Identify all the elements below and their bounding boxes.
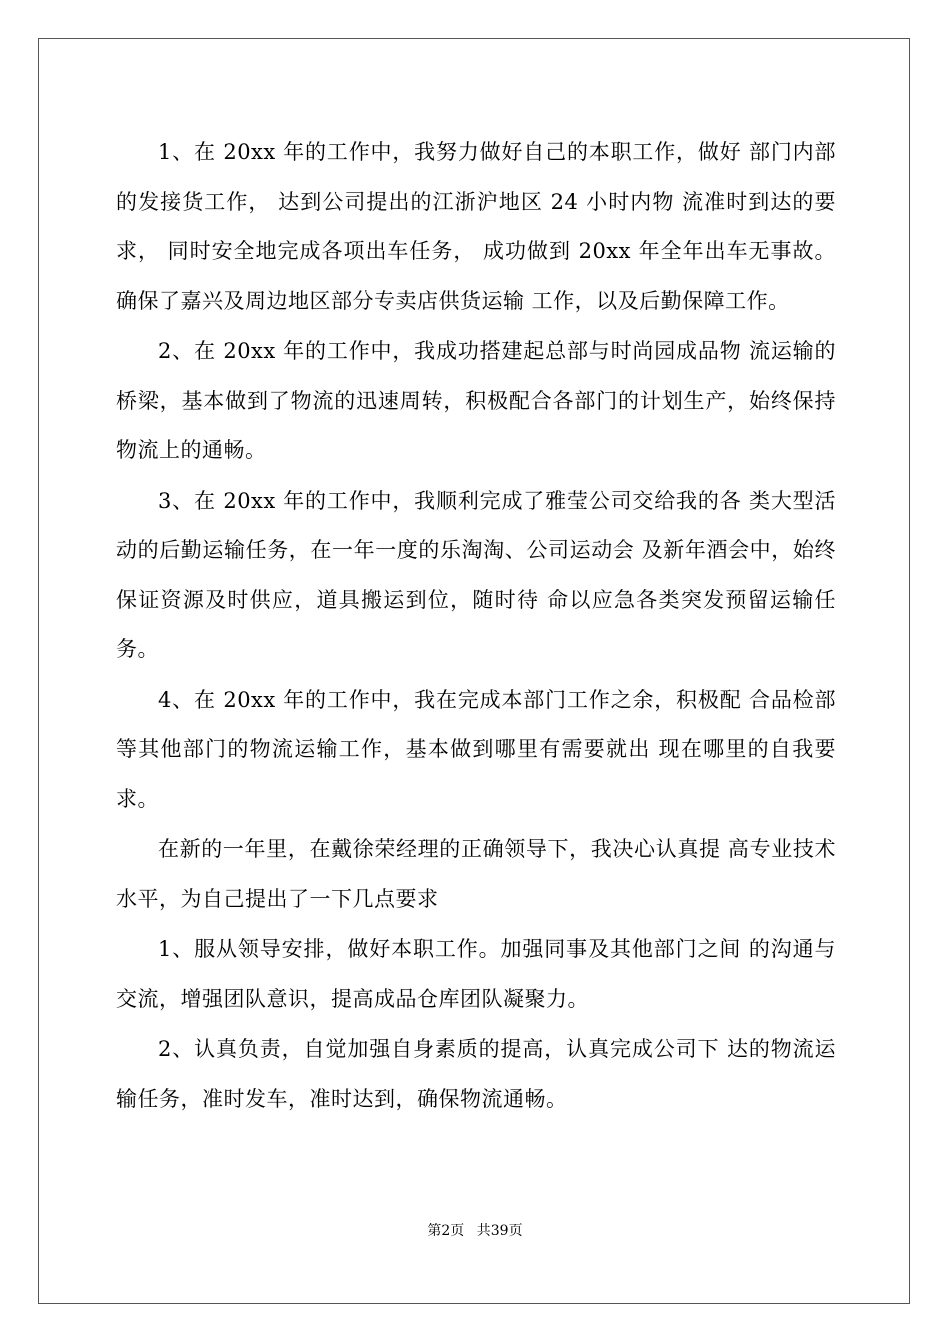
paragraph-6: 1、服从领导安排，做好本职工作。加强同事及其他部门之间 的沟通与交流，增强团队意识，提高成品仓库团队凝聚力。 <box>116 937 836 1011</box>
paragraph-2: 2、在 20xx 年的工作中，我成功搭建起总部与时尚园成品物 流运输的桥梁，基本做到了物流的迅速周转，积极配合各部门的计划生产，始终保持物流上的通畅。 <box>116 339 836 462</box>
paragraph-3: 3、在 20xx 年的工作中，我顺利完成了雅莹公司交给我的各 类大型活动的后勤运输任务，在一年一度的乐淘淘、公司运动会 及新年酒会中，始终保证资源及时供应，道具搬运到位，随时待 命以应急各类突发预留运输任务。 <box>116 488 836 661</box>
paragraph-7: 2、认真负责，自觉加强自身素质的提高，认真完成公司下 达的物流运输任务，准时发车，准时达到，确保物流通畅。 <box>116 1037 836 1111</box>
page-number-total: 共39页 <box>476 1223 523 1239</box>
paragraph-1: 1、在 20xx 年的工作中，我努力做好自己的本职工作，做好 部门内部的发接货工作， 达到公司提出的江浙沪地区 24 小时内物 流准时到达的要求， 同时安全地完成各项出车任务， 成功做到 20xx 年全年出车无事故。确保了嘉兴及周边地区部分专卖店供货运输 工作，以及后勤保障工作。 <box>116 140 836 313</box>
document-body <box>116 128 836 1125</box>
page-number-current: 第2页 <box>427 1223 465 1239</box>
paragraph-5: 在新的一年里，在戴徐荣经理的正确领导下，我决心认真提 高专业技术水平，为自己提出了一下几点要求 <box>116 837 836 911</box>
page-footer <box>0 1220 950 1240</box>
paragraph-4: 4、在 20xx 年的工作中，我在完成本部门工作之余，积极配 合品检部等其他部门的物流运输工作，基本做到哪里有需要就出 现在哪里的自我要求。 <box>116 687 836 811</box>
